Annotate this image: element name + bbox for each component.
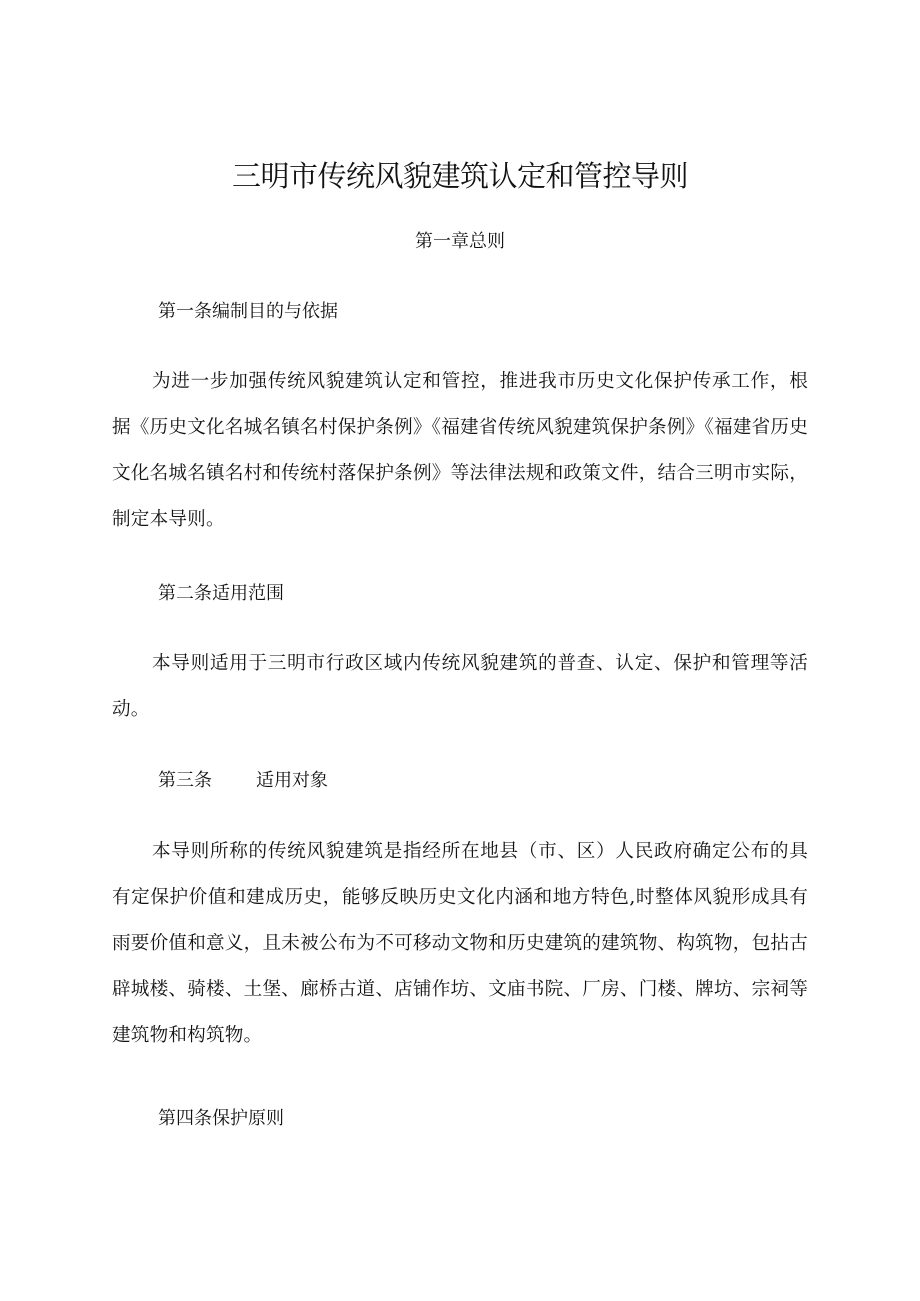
article-3-number: 第三条 <box>158 770 212 791</box>
article-3-paragraph: 本导则所称的传统风貌建筑是指经所在地县（市、区）人民政府确定公布的具有定保护价值和建成历史，能够反映历史文化内涵和地方特色,时整体风貌形成具有雨要价值和意义，且未被公布为不可移动文物和历史建筑的建筑物、构筑物，包拈古辟城楼、骑楼、土堡、廊桥古道、店铺作坊、文庙书院、厂房、门楼、牌坊、宗祠等建筑物和构筑物。 <box>112 841 808 1046</box>
article-3-title: 适用对象 <box>256 770 328 791</box>
article-3-heading <box>158 767 328 795</box>
article-1-heading: 第一条编制目的与依据 <box>158 301 338 322</box>
article-2-heading: 第二条适用范围 <box>158 583 284 604</box>
article-2-paragraph: 本导则适用于三明市行政区域内传统风貌建筑的普查、认定、保护和管理等活动。 <box>112 653 808 720</box>
chapter-heading: 第一章总则 <box>415 231 505 252</box>
document-title: 三明市传统风貌建筑认定和管控导则 <box>231 159 688 193</box>
article-4-heading: 第四条保护原则 <box>158 1108 284 1129</box>
article-1-paragraph: 为进一步加强传统风貌建筑认定和管控，推进我市历史文化保护传承工作，根据《历史文化名城名镇名村保护条例》《福建省传统风貌建筑保护条例》《福建省历史文化名城名镇名村和传统村落保护条例》等法律法规和政策文件，结合三明市实际，制定本导则。 <box>112 371 808 530</box>
